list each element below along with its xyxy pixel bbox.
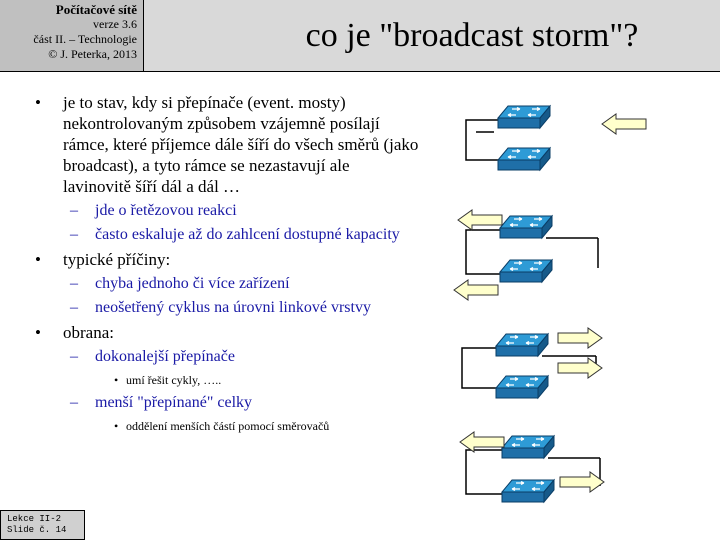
network-switch-icon: [498, 148, 550, 170]
sub-bullet-text: neošetřený cyklus na úrovni linkové vrstvy: [95, 299, 371, 316]
lesson-label: Lekce II-2: [7, 514, 62, 524]
bullet-item: [30, 322, 420, 343]
sub-bullet-item: [30, 274, 420, 294]
dash-icon: –: [70, 275, 78, 292]
network-switch-icon: [500, 216, 552, 238]
arrow-left-icon: [458, 210, 502, 230]
course-name: Počítačové sítě: [55, 2, 137, 17]
network-switch-icon: [500, 260, 552, 282]
sub-bullet-text: dokonalejší přepínače: [95, 348, 235, 365]
network-switch-icon: [496, 376, 548, 398]
sub-bullet-text: menší "přepínané" celky: [95, 394, 253, 411]
bullet-icon: •: [35, 323, 41, 342]
sub-sub-bullet-text: oddělení menších částí pomocí směrovačů: [126, 419, 330, 433]
sub-sub-bullet-text: umí řešit cykly, …..: [126, 373, 222, 387]
arrow-left-icon: [460, 432, 504, 452]
dash-icon: –: [70, 394, 78, 411]
arrow-left-icon: [454, 280, 498, 300]
slide-number: Slide č. 14: [7, 525, 67, 535]
slide-content: [30, 92, 420, 439]
sub-bullet-item: [30, 393, 420, 413]
arrow-right-icon: [560, 472, 604, 492]
slide-number-box: [0, 510, 85, 540]
slide-title: co je "broadcast storm"?: [305, 17, 639, 54]
bullet-text: je to stav, kdy si přepínače (event. mosty) nekontrolovaným způsobem vzájemně posílají rámce, které příjemce dále šíří do všech směrů (jako broadcast), a tyto rámce se nezastavují ale lavinovitě šíří dál a dál …: [63, 93, 419, 196]
sub-bullet-item: [30, 225, 420, 245]
dash-icon: –: [70, 202, 78, 219]
dot-icon: •: [114, 373, 119, 387]
course-part: část II. – Technologie: [33, 32, 137, 46]
network-switch-icon: [498, 106, 550, 128]
network-switch-icon: [496, 334, 548, 356]
sub-sub-bullet-item: [30, 417, 420, 435]
network-switch-icon: [502, 436, 554, 458]
title-bar: [144, 0, 720, 72]
sub-bullet-item: [30, 298, 420, 318]
bullet-text: obrana:: [63, 323, 114, 342]
network-switch-icon: [502, 480, 554, 502]
dash-icon: –: [70, 348, 78, 365]
dot-icon: •: [114, 419, 119, 433]
storm-scenario-2: [454, 210, 598, 300]
bullet-text: typické příčiny:: [63, 250, 171, 269]
broadcast-storm-diagram: [440, 80, 720, 520]
sub-sub-bullet-item: [30, 371, 420, 389]
bullet-item: [30, 92, 420, 197]
bullet-icon: •: [35, 250, 41, 269]
course-copyright: © J. Peterka, 2013: [48, 47, 137, 61]
arrow-left-icon: [602, 114, 646, 134]
course-info-box: [0, 0, 144, 72]
sub-bullet-text: chyba jednoho či více zařízení: [95, 275, 290, 292]
storm-scenario-1: [466, 106, 646, 170]
sub-bullet-item: [30, 347, 420, 367]
dash-icon: –: [70, 226, 78, 243]
bullet-item: [30, 249, 420, 270]
arrow-right-icon: [558, 328, 602, 348]
sub-bullet-item: [30, 201, 420, 221]
sub-bullet-text: jde o řetězovou reakci: [95, 202, 237, 219]
dash-icon: –: [70, 299, 78, 316]
bullet-icon: •: [35, 93, 41, 112]
storm-scenario-3: [462, 328, 602, 398]
storm-scenario-4: [460, 432, 604, 502]
course-version: verze 3.6: [93, 17, 137, 31]
sub-bullet-text: často eskaluje až do zahlcení dostupné kapacity: [95, 226, 400, 243]
